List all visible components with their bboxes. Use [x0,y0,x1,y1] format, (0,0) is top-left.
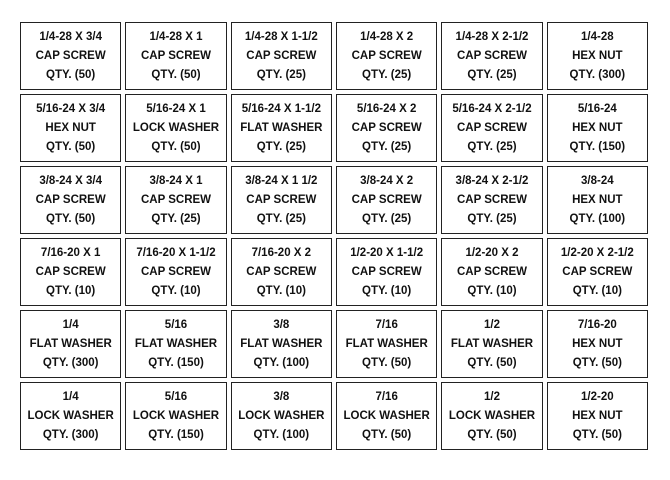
label-part-type: LOCK WASHER [238,409,325,422]
label-part-type: FLAT WASHER [29,337,112,350]
bin-label [125,94,226,162]
label-quantity: QTY. (50) [151,140,201,153]
label-size: 3/8-24 X 3/4 [39,174,102,187]
label-quantity: QTY. (25) [467,140,517,153]
label-quantity: QTY. (10) [362,284,412,297]
label-quantity: QTY. (50) [362,428,412,441]
bin-label [441,382,542,450]
label-part-type: CAP SCREW [351,49,422,62]
bin-label [125,238,226,306]
label-quantity: QTY. (50) [46,68,96,81]
label-part-type: CAP SCREW [562,265,633,278]
label-part-type: CAP SCREW [246,49,317,62]
label-quantity: QTY. (100) [569,212,626,225]
label-part-type: CAP SCREW [246,193,317,206]
label-quantity: QTY. (10) [572,284,622,297]
label-part-type: FLAT WASHER [345,337,428,350]
label-part-type: CAP SCREW [456,193,528,206]
label-size: 7/16-20 X 2 [251,246,312,259]
bin-label [125,382,226,450]
label-quantity: QTY. (25) [362,68,412,81]
bin-label [547,382,648,450]
label-quantity: QTY. (150) [148,356,204,369]
label-size: 5/16-24 X 2 [356,102,417,115]
label-quantity: QTY. (10) [256,284,306,297]
label-size: 1/4 [62,318,79,331]
label-part-type: HEX NUT [572,49,623,62]
label-size: 3/8-24 X 1 1/2 [245,174,318,187]
bin-label [20,94,121,162]
label-part-type: LOCK WASHER [27,409,114,422]
label-size: 1/2-20 X 2-1/2 [560,246,634,259]
label-part-type: CAP SCREW [351,193,422,206]
bin-label [231,310,332,378]
bin-label [125,166,226,234]
label-part-type: CAP SCREW [140,49,212,62]
label-quantity: QTY. (25) [467,68,517,81]
bin-label [20,22,121,90]
label-size: 5/16-24 X 1-1/2 [241,102,321,115]
label-grid [20,22,648,450]
label-size: 5/16-24 X 2-1/2 [452,102,532,115]
label-size: 1/2-20 X 1-1/2 [350,246,424,259]
label-part-type: HEX NUT [572,121,623,134]
bin-label [547,22,648,90]
label-size: 3/8 [273,390,290,403]
label-quantity: QTY. (300) [569,68,626,81]
label-size: 1/2 [483,318,500,331]
label-part-type: FLAT WASHER [450,337,534,350]
bin-label [336,382,437,450]
label-size: 1/2-20 [581,390,614,403]
bin-label [231,238,332,306]
label-size: 1/4-28 X 2 [360,30,414,43]
label-quantity: QTY. (10) [467,284,517,297]
label-size: 5/16-24 [577,102,617,115]
label-part-type: CAP SCREW [456,49,528,62]
bin-label [231,94,332,162]
bin-label [20,382,121,450]
label-quantity: QTY. (25) [467,212,517,225]
bin-label [20,310,121,378]
label-size: 1/2-20 X 2 [465,246,519,259]
bin-label [336,94,437,162]
bin-label [441,22,542,90]
bin-label [336,22,437,90]
label-part-type: CAP SCREW [35,49,106,62]
label-part-type: LOCK WASHER [343,409,430,422]
label-part-type: LOCK WASHER [132,121,220,134]
bin-label [441,166,542,234]
bin-label [20,238,121,306]
bin-label [336,310,437,378]
label-size: 3/8-24 X 1 [149,174,203,187]
label-quantity: QTY. (100) [253,356,310,369]
label-quantity: QTY. (25) [256,140,306,153]
label-quantity: QTY. (50) [46,212,96,225]
label-quantity: QTY. (50) [572,356,622,369]
label-size: 1/4 [62,390,79,403]
label-size: 1/2 [483,390,500,403]
label-quantity: QTY. (100) [253,428,310,441]
label-size: 3/8-24 X 2 [360,174,414,187]
label-quantity: QTY. (10) [151,284,201,297]
label-part-type: HEX NUT [572,337,623,350]
bin-label [336,238,437,306]
label-size: 5/16-24 X 1 [146,102,206,115]
bin-label [231,22,332,90]
label-quantity: QTY. (25) [151,212,201,225]
label-quantity: QTY. (10) [46,284,96,297]
label-size: 1/4-28 [581,30,614,43]
label-part-type: LOCK WASHER [448,409,536,422]
label-part-type: HEX NUT [572,193,623,206]
label-part-type: FLAT WASHER [240,337,323,350]
label-size: 1/4-28 X 2-1/2 [455,30,529,43]
label-part-type: CAP SCREW [351,121,422,134]
label-part-type: CAP SCREW [456,265,528,278]
bin-label [547,166,648,234]
label-size: 1/4-28 X 1 [149,30,203,43]
label-part-type: CAP SCREW [140,265,212,278]
bin-label [547,94,648,162]
label-quantity: QTY. (300) [42,356,99,369]
label-part-type: LOCK WASHER [132,409,220,422]
label-quantity: QTY. (300) [42,428,99,441]
label-part-type: HEX NUT [45,121,96,134]
label-quantity: QTY. (25) [362,212,412,225]
bin-label [547,238,648,306]
label-size: 7/16-20 X 1 [40,246,101,259]
label-size: 3/8-24 [581,174,614,187]
bin-label [125,310,226,378]
label-quantity: QTY. (25) [256,212,306,225]
label-size: 7/16-20 X 1-1/2 [136,246,216,259]
bin-label [547,310,648,378]
label-part-type: CAP SCREW [35,265,106,278]
label-part-type: FLAT WASHER [134,337,218,350]
bin-label [231,382,332,450]
label-quantity: QTY. (25) [256,68,306,81]
label-part-type: CAP SCREW [35,193,106,206]
bin-label [125,22,226,90]
label-size: 7/16-20 [577,318,617,331]
label-size: 1/4-28 X 3/4 [39,30,102,43]
label-quantity: QTY. (25) [362,140,412,153]
bin-label [441,310,542,378]
label-size: 5/16 [164,318,188,331]
label-part-type: CAP SCREW [140,193,212,206]
label-quantity: QTY. (50) [46,140,96,153]
label-quantity: QTY. (150) [569,140,626,153]
label-part-type: CAP SCREW [456,121,528,134]
label-quantity: QTY. (50) [467,356,517,369]
bin-label [441,238,542,306]
label-size: 5/16-24 X 3/4 [36,102,106,115]
label-size: 7/16 [375,318,398,331]
label-quantity: QTY. (50) [151,68,201,81]
bin-label [20,166,121,234]
label-part-type: FLAT WASHER [240,121,323,134]
label-part-type: CAP SCREW [246,265,317,278]
label-size: 7/16 [375,390,398,403]
label-quantity: QTY. (150) [148,428,204,441]
bin-label [441,94,542,162]
label-size: 5/16 [164,390,188,403]
label-part-type: HEX NUT [572,409,623,422]
label-size: 3/8-24 X 2-1/2 [455,174,529,187]
label-part-type: CAP SCREW [351,265,422,278]
label-size: 1/4-28 X 1-1/2 [244,30,318,43]
label-size: 3/8 [273,318,290,331]
bin-label [336,166,437,234]
label-quantity: QTY. (50) [467,428,517,441]
label-quantity: QTY. (50) [572,428,622,441]
label-quantity: QTY. (50) [362,356,412,369]
bin-label [231,166,332,234]
